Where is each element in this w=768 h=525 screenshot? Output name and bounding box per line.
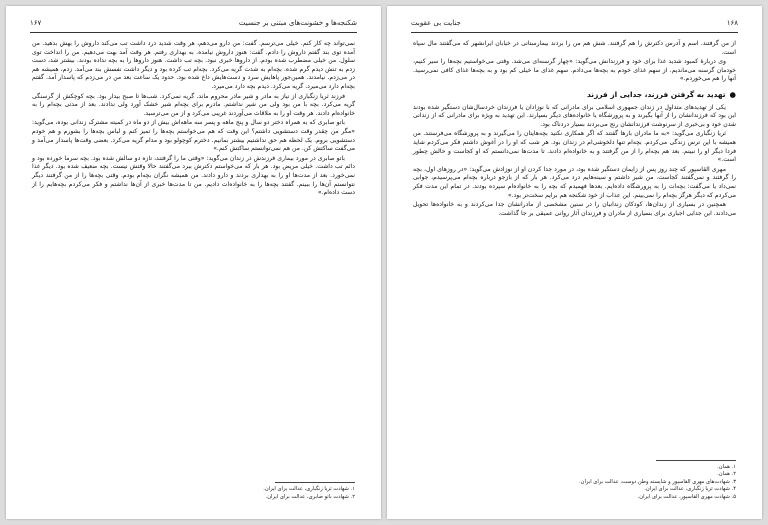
section-heading-text: تهدید به گرفتن فرزند، جدایی از فرزند [587, 89, 726, 99]
footnote: ۲. شهادت باتو صابری، عدالت برای ایران. [265, 493, 355, 500]
paragraph: ثریا زنگباری می‌گوید: «به ما مادران بارها گفتند که اگر همکاری نکنید بچه‌هایتان را می‌گیرند و به پرورشگاه می‌فرستند. من همیشه با این ترس زندگی می‌کردم. بچه‌ام تنها دلخوشی‌ام در زندان بود. هر شب که او را در آغوش داشتم فکر می‌کردم شاید فردا دیگر او را نبینم. بعد هم بچه‌ام را از من گرفتند و به خانواده‌ام دادند. تا مدت‌ها نمی‌دانستم که او کجاست و حالش چطور است.» [413, 130, 736, 164]
footnote-rule [656, 460, 736, 461]
footnote-rule [275, 482, 355, 483]
paragraph: نمی‌تواند چه کار کنم. خیلی می‌ترسم. گفت: من دارو می‌دهم، هر وقت شدید درد داشت تب می‌کند داروش را بهش بدهید. من آمده توی بند گفتم داروش را دادم. گفت: هنوز داروش نیامده. به بهداری رفتم. هر وقت آمد بهت می‌دهیم. من را انداخت توی سلول. من خیلی مضطرب شده بودم. از داروها خبری نبود. بچه تب داشت. هنوز داروها را به بچه نداده بودند. بیشتر شد، دست زدم به تنش دیدم گرم شده. بچه‌ام به شدت گریه می‌کرد. بچه‌ام تب کرده بود و دیگر داشت نفسش بند می‌آمد. زدم، همیشه هم در می‌زدم. نیامدند. همین‌جور پاهایش سرد و دست‌هایش داغ شده بود. حدود یک ساعت بعد من در می‌زدم که پاسدار آمد. گفتم بچه‌ام دارد می‌میرد. گریه می‌کرد. دیدم بچه دارد می‌میرد. [32, 40, 355, 90]
left-page-body [32, 40, 355, 199]
paragraph: از من گرفتند. اسم و آدرس دکترش را هم گرفتند. شش هم من را بردند بیمارستانی در خیابان ایرانشهر که می‌گفتند مال سپاه است. [413, 40, 736, 56]
left-footnotes [32, 482, 355, 501]
page-number: ۱۶۸ [726, 19, 738, 27]
footnote: ۱. شهادت ثریا زنگباری، عدالت برای ایران. [263, 486, 355, 493]
running-title: جنایت بی عقوبت [411, 19, 461, 27]
running-title: شکنجه‌ها و خشونت‌های مبتنی بر جنسیت [238, 19, 357, 27]
paragraph: مهری القاسپور که چند روز پس از زایمان دستگیر شده بود، در مورد جدا کردن او از نوزادش می‌گوید: «در روزهای اول، بچه را گرفتند و نمی‌گفتند کجاست. من شیر داشتم و سینه‌هایم درد می‌کرد. هر بار که از بازجو درباره بچه‌ام می‌پرسیدم، جوابی نمی‌داد یا می‌گفت: بچه‌ات را به پرورشگاه داده‌ایم. بعدها فهمیدم که بچه را به خانواده‌ام سپرده بودند. در تمام این مدت فکر می‌کردم که دیگر هرگز بچه‌ام را نمی‌بینم. این عذاب از خود شکنجه هم برایم سخت‌تر بود.» [413, 165, 736, 199]
footnote: ۳. شهادت‌های مهری القاسپور و شایسته وطن دوست، عدالت برای ایران. [579, 478, 736, 485]
paragraph: وی دربارهٔ کمبود شدید غذا برای خود و فرزندانش می‌گوید: «چهار گرسنه‌ای می‌شد. وقتی می‌خواستیم بچه‌ها را سیر کنیم، خودمان گرسنه می‌ماندیم. از سهم غذای خودم به بچه‌ها می‌دادم. سهم غذای ما خیلی کم بود و به بچه‌ها غذای کافی نمی‌رسید. آنها را هم می‌خوردم.» [413, 58, 736, 83]
header-rule [411, 32, 738, 33]
left-page-header [30, 16, 357, 30]
header-rule [30, 32, 357, 33]
right-page-body [413, 40, 736, 219]
footnote: ۱. همان. [717, 463, 736, 470]
paragraph: یکی از تهدیدهای متداول در زندان جمهوری اسلامی برای مادرانی که با نوزادان یا فرزندان خردسال‌شان دستگیر شده بودند این بود که فرزندانشان را از آنها بگیرند و به پرورشگاه یا خانواده‌های دیگر بسپارند. این تهدید به ویژه برای مادرانی که از زندانی شدن خود و بی‌خبری از سرنوشت فرزندانشان رنج می‌بردند بسیار دردناک بود. [413, 103, 736, 128]
right-footnotes [413, 460, 736, 501]
footnote: ۵. شهادت مهری القاسپور، عدالت برای ایران. [637, 493, 736, 500]
right-page-header [411, 16, 738, 30]
paragraph: همچنین در بسیاری از زندان‌ها، کودکان زندانیان را در سنین مشخصی از مادرانشان جدا می‌کردند و به خانواده‌ها تحویل می‌دادند. این جدایی اجباری برای بسیاری از مادران و فرزندان آثار روانی عمیقی بر جا گذاشت. [413, 201, 736, 217]
left-page [6, 6, 381, 519]
paragraph: باتو صابری که به همراه دختر دو سال و پنج ماهه و پسر سه ماهه‌اش بیش از دو ماه در کمیته مشترک زندانی بوده، می‌گوید: «مگر من چقدر وقت دستشویی داشتم؟ این وقت که هم می‌خواستم بچه‌ها را تمیز کنم و لباس بچه‌ها را بشورم و هم خودم دستشویی بروم. یک لحظه هم حق نداشتیم بیشتر بمانیم. دخترم کوچولو بود و مدام گریه می‌کرد. بعضی وقت‌ها پاسدار می‌آمد و می‌گفت ساکتش کن. من هم نمی‌توانستم ساکتش کنم.» [32, 119, 355, 153]
paragraph: باتو صابری در مورد بیماری فرزندش در زندان می‌گوید: «وقتی ما را گرفتند، تازه دو سالش شده بود. بچه سرما خورده بود و دائم تب داشت. خیلی مریض بود. هر بار که می‌خواستم دکترش ببرد می‌گفتند حالا وقتش نیست. بچه ضعیف شده بود. دیگر غذا نمی‌خورد. بعد از مدت‌ها او را به بهداری بردند و دارو دادند. من همیشه نگران بچه‌ام بودم. وقتی بچه‌ها را از من گرفتند دیگر نتوانستم آن‌ها را ببینم. گفتند بچه‌ها را به خانواده‌ات دادیم. من تا مدت‌ها خبری از آن‌ها نداشتم و فکر می‌کردم بچه‌هایم را از دست داده‌ام.» [32, 154, 355, 197]
footnote: ۴. شهادت ثریا زنگباری، عدالت برای ایران. [644, 486, 736, 493]
bullet-icon: ● [729, 89, 736, 99]
section-heading [413, 91, 736, 100]
footnote: ۲. همان. [717, 471, 736, 478]
page-number: ۱۶۷ [30, 19, 42, 27]
paragraph: فرزند ثریا زنگباری از نیاز به مادر و شیر مادر محروم ماند. گریه نمی‌کرد. شب‌ها تا صبح بیدار بود. بچه کوچکش از گرسنگی گریه می‌کرد. بچه با من بود ولی من شیر نداشتم. مادرم برای بچه‌ام شیر خشک آورد ولی ندادند. بعد از مدتی بچه‌ام را به خانواده‌ام دادند. هر وقت او را به ملاقات می‌آوردند غریبی می‌کرد و از من می‌ترسید. [32, 92, 355, 117]
right-page [387, 6, 762, 519]
